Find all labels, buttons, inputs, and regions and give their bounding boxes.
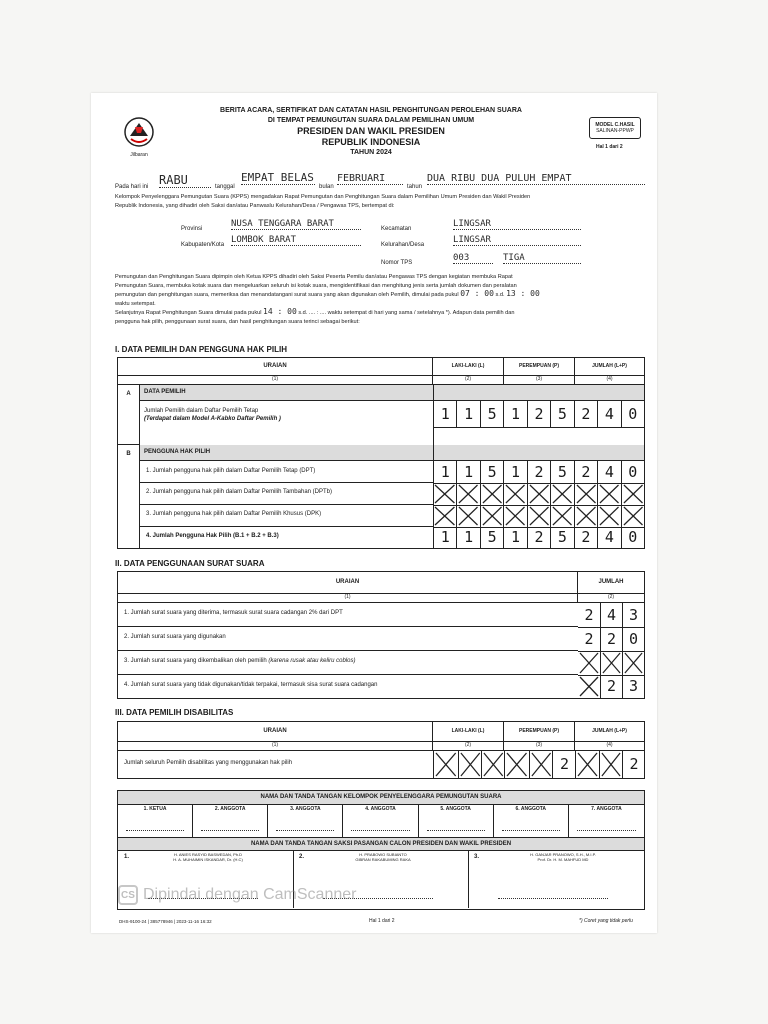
s1-num4: (4) [575, 376, 644, 385]
s1-head-j: JUMLAH (L+P) [575, 358, 644, 376]
digit-cell [574, 527, 597, 548]
kpps-col-1 [118, 804, 193, 837]
crossed-cell [456, 505, 479, 527]
camscanner-watermark [118, 884, 356, 906]
s3-j-crossed [576, 751, 622, 778]
s1-head-uraian: URAIAN [118, 358, 433, 376]
kpps-cols [118, 804, 644, 837]
crossed-cell [527, 505, 550, 527]
digit-cell [433, 461, 456, 483]
crossed-cell [621, 505, 644, 527]
crossed-cell [597, 505, 620, 527]
crossed-cell [599, 751, 622, 778]
s1-num2: (2) [433, 376, 504, 385]
cross-out-icon [528, 483, 550, 505]
kpps-sign-line [577, 830, 636, 831]
model-box [589, 117, 641, 139]
digit-cell [597, 461, 620, 483]
camscanner-badge-text: CS [121, 889, 135, 901]
bulan-label: bulan [319, 184, 334, 190]
tps-word: TIGA [503, 253, 581, 264]
kpps-col-label: 7. ANGGOTA [591, 806, 622, 812]
digit-value: 2 [534, 463, 544, 481]
digit-cell [578, 675, 600, 698]
s1-num3: (3) [504, 376, 575, 385]
para-line2: Pemungutan Suara, membuka kotak suara dan mengeluarkan seluruh isi kotak suara, mengidentifikasi dan menghitung jenis serta jumlah dokumen dan peralatan [115, 282, 517, 289]
s3-head-j: JUMLAH (L+P) [575, 722, 644, 742]
vote-start-time: 07 : 00 [460, 289, 494, 298]
digit-value: 5 [557, 405, 567, 423]
s1-b-row1-label: 1. Jumlah pengguna hak pilih dalam Daftar Pemilih Tetap (DPT) [146, 468, 316, 474]
section3-table [117, 721, 645, 779]
digit-cell [433, 401, 456, 427]
digit-value: 1 [464, 405, 474, 423]
s2-row4-label: 4. Jumlah surat suara yang tidak digunakan/tidak terpakai, termasuk sisa surat suara cadangan [124, 682, 378, 688]
digit-value: 2 [606, 677, 617, 695]
s1-head-l: LAKI-LAKI (L) [433, 358, 504, 376]
s3-p-cells [504, 751, 576, 778]
s3-head-l: LAKI-LAKI (L) [433, 722, 504, 742]
kpps-col-5 [419, 804, 494, 837]
s2-row3-label [124, 658, 355, 664]
kpps-sign-line [351, 830, 409, 831]
digit-value: 4 [606, 606, 617, 624]
crossed-cell [529, 751, 553, 778]
s3-j-digit: 2 [622, 751, 645, 778]
digit-cell [622, 627, 644, 651]
section2-table [117, 571, 645, 699]
para-line3-text: pemungutan dan penghitungan suara, memeriksa dan menandatangani surat suara yang akan digunakan oleh Pemilih, dimulai pada pukul [115, 292, 459, 298]
desa-label: Kelurahan/Desa [381, 242, 425, 248]
digit-cell [574, 461, 597, 483]
cross-out-icon [600, 751, 622, 778]
s3-l-crossed [433, 751, 505, 778]
header-page: Hal 1 dari 2 [596, 144, 623, 150]
s1-a-gap [140, 427, 644, 446]
cross-out-icon [457, 505, 479, 527]
digit-value: 2 [581, 463, 591, 481]
crossed-cell [600, 651, 622, 675]
saksi-cand2b: GIBRAN RAKABUMING RAKA [355, 857, 411, 862]
digit-cell [600, 603, 622, 627]
s3-head-p: PEREMPUAN (P) [504, 722, 575, 742]
digit-cell [433, 527, 456, 548]
digit-value: 0 [628, 463, 638, 481]
saksi-num3: 3. [474, 854, 480, 860]
kpps-col-6 [494, 804, 569, 837]
cross-out-icon [575, 505, 597, 527]
saksi-num1: 1. [124, 854, 130, 860]
digit-value: 2 [581, 405, 591, 423]
s1-a-row1-note: (Terdapat dalam Model A-Kabko Daftar Pemilih ) [144, 416, 281, 422]
cross-out-icon [459, 751, 482, 778]
digit-value: 1 [464, 463, 474, 481]
cross-out-icon [575, 483, 597, 505]
s2-row1-label: 1. Jumlah surat suara yang diterima, termasuk surat suara cadangan 2% dari DPT [124, 610, 343, 616]
s2-num2: (2) [578, 594, 644, 603]
saksi-col3 [468, 850, 644, 908]
s1-b-row3-line [140, 526, 433, 527]
day-value: RABU [159, 173, 211, 188]
digit-cell [456, 461, 479, 483]
digit-value: 1 [440, 405, 450, 423]
digit-value: 2 [584, 630, 594, 648]
kpps-sign-line [201, 830, 259, 831]
para-line4b-text: waktu setempat di hari yang sama / setelahnya *). Adapun data pemilih dan [327, 310, 515, 316]
s1-b-row2-label: 2. Jumlah pengguna hak pilih dalam Daftar Pemilih Tambahan (DPTb) [146, 489, 332, 495]
crossed-cell [503, 505, 526, 527]
s1-a-row1-digits [433, 401, 644, 428]
crossed-cell [503, 483, 526, 505]
digit-value: 5 [557, 463, 567, 481]
saksi-num2: 2. [299, 854, 305, 860]
digit-cell [456, 401, 479, 427]
digit-cell [480, 461, 503, 483]
s3-num3: (3) [504, 742, 575, 751]
cross-out-icon [482, 751, 505, 778]
digit-cell [503, 461, 526, 483]
digit-cell [622, 603, 644, 627]
s2-row2-line [118, 650, 578, 651]
cross-out-icon [551, 483, 573, 505]
kecamatan-label: Kecamatan [381, 226, 412, 232]
cross-out-icon [601, 651, 622, 675]
intro-text2: Republik Indonesia, yang dihadiri oleh Saksi dan/atau Panwaslu Kelurahan/Desa / Pengawas TPS, bertempat di: [115, 203, 395, 209]
section2-title: II. DATA PENGGUNAAN SURAT SUARA [115, 559, 265, 568]
digit-cell [550, 461, 573, 483]
digit-value: 5 [557, 528, 567, 546]
crossed-cell [550, 483, 573, 505]
s1-b-title: PENGGUNA HAK PILIH [140, 445, 644, 461]
kabupaten-value: LOMBOK BARAT [231, 235, 361, 246]
crossed-cell [622, 651, 644, 675]
saksi-title: NAMA DAN TANDA TANGAN SAKSI PASANGAN CALON PRESIDEN DAN WAKIL PRESIDEN [118, 838, 644, 851]
cross-out-icon [481, 483, 503, 505]
tahun-label: tahun [407, 184, 423, 190]
cross-out-icon [598, 505, 620, 527]
cross-out-icon [504, 483, 526, 505]
crossed-cell [458, 751, 482, 778]
cross-out-icon [434, 751, 458, 778]
digit-value: 1 [440, 463, 450, 481]
crossed-cell [527, 483, 550, 505]
digit-cell [503, 401, 526, 427]
s3-num4: (4) [575, 742, 644, 751]
s3-head-uraian: URAIAN [118, 722, 433, 742]
cross-out-icon [530, 751, 553, 778]
digit-cell [600, 627, 622, 651]
crossed-cell [578, 651, 600, 675]
digit-value: 2 [534, 405, 544, 423]
saksi-cand3a: H. GANJAR PRANOWO, S.H., M.I.P. [530, 852, 596, 857]
document-sheet [91, 93, 657, 933]
cross-out-icon [551, 505, 573, 527]
header-line1: BERITA ACARA, SERTIFIKAT DAN CATATAN HASIL PENGHITUNGAN PEROLEHAN SUARA [220, 107, 522, 114]
s1-a-row1-label: Jumlah Pemilih dalam Daftar Pemilih Tetap [144, 408, 259, 414]
digit-value: 2 [581, 528, 591, 546]
digit-value: 2 [584, 606, 594, 624]
digit-value: 2 [534, 528, 544, 546]
kpps-col-label: 2. ANGGOTA [214, 806, 246, 812]
kpps-col-label: 4. ANGGOTA [365, 806, 396, 812]
kpps-col-3 [268, 804, 343, 837]
digit-cell [527, 461, 550, 483]
digit-cell [480, 527, 503, 548]
kpps-col-7 [569, 804, 644, 837]
crossed-cell [550, 505, 573, 527]
camscanner-badge-icon [118, 885, 138, 905]
s2-row3-crossed [578, 651, 644, 676]
kpps-sign-line [502, 830, 560, 831]
date-prefix: Pada hari ini [115, 184, 149, 190]
cross-out-icon [433, 483, 456, 505]
cross-out-icon [433, 505, 456, 527]
s1-b-row1-digits [433, 461, 644, 484]
s1-b-row3-crossed [433, 505, 644, 528]
crossed-cell [576, 751, 599, 778]
digit-cell [621, 401, 644, 427]
cross-out-icon [528, 505, 550, 527]
s3-p-crossed [505, 751, 552, 778]
tps-number: 003 [453, 253, 493, 264]
s2-row1-line [118, 626, 578, 627]
digit-cell [574, 401, 597, 427]
saksi-cand3b: Prof. Dr. H. M. MAHFUD MD [537, 857, 589, 862]
s1-b-row4-digits [433, 527, 644, 548]
tanggal-label: tanggal [215, 184, 235, 190]
s2-head-uraian: URAIAN [118, 572, 578, 594]
s2-num1: (1) [118, 594, 578, 603]
s1-a-title: DATA PEMILIH [140, 385, 644, 401]
crossed-cell [434, 751, 458, 778]
digit-cell [527, 401, 550, 427]
digit-cell [621, 527, 644, 548]
crossed-cell [621, 483, 644, 505]
digit-value: 1 [511, 405, 521, 423]
cross-out-icon [622, 483, 644, 505]
logo-caption: Jilbaran [130, 152, 148, 158]
saksi-cand2a: H. PRABOWO SUBIANTO [359, 852, 407, 857]
tanggal-value: EMPAT BELAS [241, 171, 314, 184]
crossed-cell [433, 505, 456, 527]
s1-b-row2-line [140, 504, 433, 505]
s1-a-letter: A [118, 385, 140, 445]
crossed-cell [597, 483, 620, 505]
cross-out-icon [504, 505, 526, 527]
kpps-title: NAMA DAN TANDA TANGAN KELOMPOK PENYELENGGARA PEMUNGUTAN SUARA [118, 791, 644, 805]
saksi-sign3-line [498, 898, 608, 899]
digit-value: 5 [487, 405, 497, 423]
kpps-sign-line [126, 830, 184, 831]
para-line3 [115, 290, 655, 300]
s2-row2-digits [578, 627, 644, 652]
digit-cell [622, 675, 644, 698]
cross-out-icon [481, 505, 503, 527]
digit-cell [480, 401, 503, 427]
digit-cell [550, 527, 573, 548]
model-line2: SALINAN-PPWP [596, 128, 634, 134]
digit-value: 4 [604, 405, 614, 423]
s2-row3-note: (karena rusak atau keliru coblos) [268, 658, 356, 664]
crossed-cell [574, 505, 597, 527]
crossed-cell [480, 505, 503, 527]
s1-head-p: PEREMPUAN (P) [504, 358, 575, 376]
s2-row3-line [118, 674, 578, 675]
s3-row1-label: Jumlah seluruh Pemilih disabilitas yang menggunakan hak pilih [124, 760, 293, 766]
intro-text1: Kelompok Penyelenggara Pemungutan Suara (KPPS) mengadakan Rapat Pemungutan dan Penghitungan Suara dalam Pemilihan Umum Presiden dan Wakil Presiden [115, 194, 531, 200]
digit-value: 0 [628, 405, 638, 423]
cross-out-icon [457, 483, 479, 505]
digit-value: 1 [440, 528, 450, 546]
vote-sd: s.d. [495, 292, 505, 298]
digit-value: 5 [487, 463, 497, 481]
kecamatan-value: LINGSAR [453, 219, 581, 230]
digit-value: 2 [606, 630, 617, 648]
digit-cell [456, 527, 479, 548]
kpps-sign-line [427, 830, 485, 831]
para-line3b: waktu setempat. [115, 300, 156, 307]
kpu-logo [121, 115, 157, 158]
s1-b-row4-label: 4. Jumlah Pengguna Hak Pilih (B.1 + B.2 + B.3) [146, 533, 279, 539]
kpps-col-label: 6. ANGGOTA [515, 806, 547, 812]
section3-title: III. DATA PEMILIH DISABILITAS [115, 708, 234, 717]
s1-num1: (1) [118, 376, 433, 385]
para-line4-text: Selanjutnya Rapat Penghitungan Suara dimulai pada pukul [115, 310, 262, 316]
header-line4: REPUBLIK INDONESIA [321, 137, 421, 147]
kpps-sign-line [276, 830, 334, 831]
header-line3: PRESIDEN DAN WAKIL PRESIDEN [297, 126, 445, 136]
crossed-cell [433, 483, 456, 505]
bulan-value: FEBRUARI [337, 173, 403, 185]
provinsi-label: Provinsi [181, 226, 203, 232]
model-line1: MODEL C.HASIL [595, 122, 635, 128]
count-start-time: 14 : 00 [263, 307, 297, 316]
digit-value: 4 [604, 528, 614, 546]
s1-col-divider [433, 385, 434, 548]
tahun-value: DUA RIBU DUA PULUH EMPAT [427, 173, 645, 185]
kpps-col-4 [343, 804, 418, 837]
footer-left: DHS-9100-24 | 385778946 | 2023-11-16 16:32 [119, 919, 212, 924]
s1-b-row1-line [140, 482, 433, 483]
digit-value: 0 [628, 528, 638, 546]
s1-b-row3-label: 3. Jumlah pengguna hak pilih dalam Daftar Pemilih Khusus (DPK) [146, 511, 322, 517]
digit-cell [527, 527, 550, 548]
kpu-logo-icon [121, 115, 157, 151]
s1-a-row1 [144, 407, 281, 423]
s2-row4-digits [578, 675, 644, 698]
digit-cell [621, 461, 644, 483]
digit-cell [597, 401, 620, 427]
s3-j-cells [575, 751, 645, 778]
digit-cell [550, 401, 573, 427]
section1-title: I. DATA PEMILIH DAN PENGGUNA HAK PILIH [115, 345, 287, 354]
digit-value: 1 [511, 528, 521, 546]
s1-b-letter: B [118, 445, 140, 548]
saksi-cand1b: H. A. MUHAIMIN ISKANDAR, Dr. (H.C) [173, 857, 243, 862]
kpps-col-label: 3. ANGGOTA [290, 806, 321, 812]
s2-head-j: JUMLAH [578, 572, 644, 594]
count-end-time: .... : .... [308, 310, 327, 316]
vote-end-time: 13 : 00 [506, 289, 540, 298]
para-line5: pengguna hak pilih, penggunaan surat suara, dan hasil penghitungan suara terinci sebagai berikut: [115, 318, 360, 325]
digit-cell [578, 603, 600, 627]
digit-value: 3 [628, 606, 639, 624]
desa-value: LINGSAR [453, 235, 581, 246]
cross-out-icon [505, 751, 529, 778]
s3-p-digit: 2 [552, 751, 576, 778]
cross-out-icon [578, 675, 600, 698]
s2-row2-label: 2. Jumlah surat suara yang digunakan [124, 634, 226, 640]
count-sd: s.d. [298, 310, 308, 316]
para-line1: Pemungutan dan Penghitungan Suara dipimpin oleh Ketua KPPS dihadiri oleh Saksi Peserta Pemilu dan/atau Pengawas TPS dengan kegiatan membuka Rapat [115, 274, 513, 280]
kabupaten-label: Kabupaten/Kota [181, 242, 225, 248]
kpps-signature-table [117, 790, 645, 838]
crossed-cell [456, 483, 479, 505]
cross-out-icon [598, 483, 620, 505]
s2-row1-digits [578, 603, 644, 628]
camscanner-text: Dipindai dengan CamScanner [143, 886, 357, 903]
kpps-col-label: 1. KETUA [143, 806, 167, 812]
kpps-col-label: 5. ANGGOTA [440, 806, 471, 812]
digit-value: 3 [628, 677, 639, 695]
digit-value: 5 [487, 528, 497, 546]
cross-out-icon [576, 751, 599, 778]
digit-cell [578, 627, 600, 651]
s3-num1: (1) [118, 742, 433, 751]
digit-cell [597, 527, 620, 548]
s2-row3-text: 3. Jumlah surat suara yang dikembalikan oleh pemilih [124, 658, 267, 664]
footer-right: *) Coret yang tidak perlu [579, 918, 633, 924]
crossed-cell [481, 751, 505, 778]
s3-num2: (2) [433, 742, 504, 751]
s1-b-row2-crossed [433, 483, 644, 506]
cross-out-icon [622, 505, 644, 527]
tps-label: Nomor TPS [381, 260, 413, 266]
digit-cell [503, 527, 526, 548]
crossed-cell [574, 483, 597, 505]
digit-value: 1 [464, 528, 474, 546]
digit-value: 1 [511, 463, 521, 481]
footer-center: Hal 1 dari 2 [369, 918, 395, 924]
section1-table [117, 357, 645, 549]
para-line4 [115, 308, 655, 318]
procedure-paragraph [115, 273, 655, 326]
crossed-cell [505, 751, 529, 778]
cross-out-icon [623, 651, 644, 675]
digit-value: 4 [604, 463, 614, 481]
provinsi-value: NUSA TENGGARA BARAT [231, 219, 361, 230]
kpps-col-2 [193, 804, 268, 837]
header-line5: TAHUN 2024 [350, 149, 392, 156]
crossed-cell [480, 483, 503, 505]
header-line2: DI TEMPAT PEMUNGUTAN SUARA DALAM PEMILIHAN UMUM [267, 117, 475, 124]
cross-out-icon [578, 651, 600, 675]
digit-cell [600, 675, 622, 698]
saksi-cand1a: H. ANIES RASYID BASWEDAN, Ph.D [173, 852, 243, 857]
digit-value: 0 [628, 630, 639, 648]
